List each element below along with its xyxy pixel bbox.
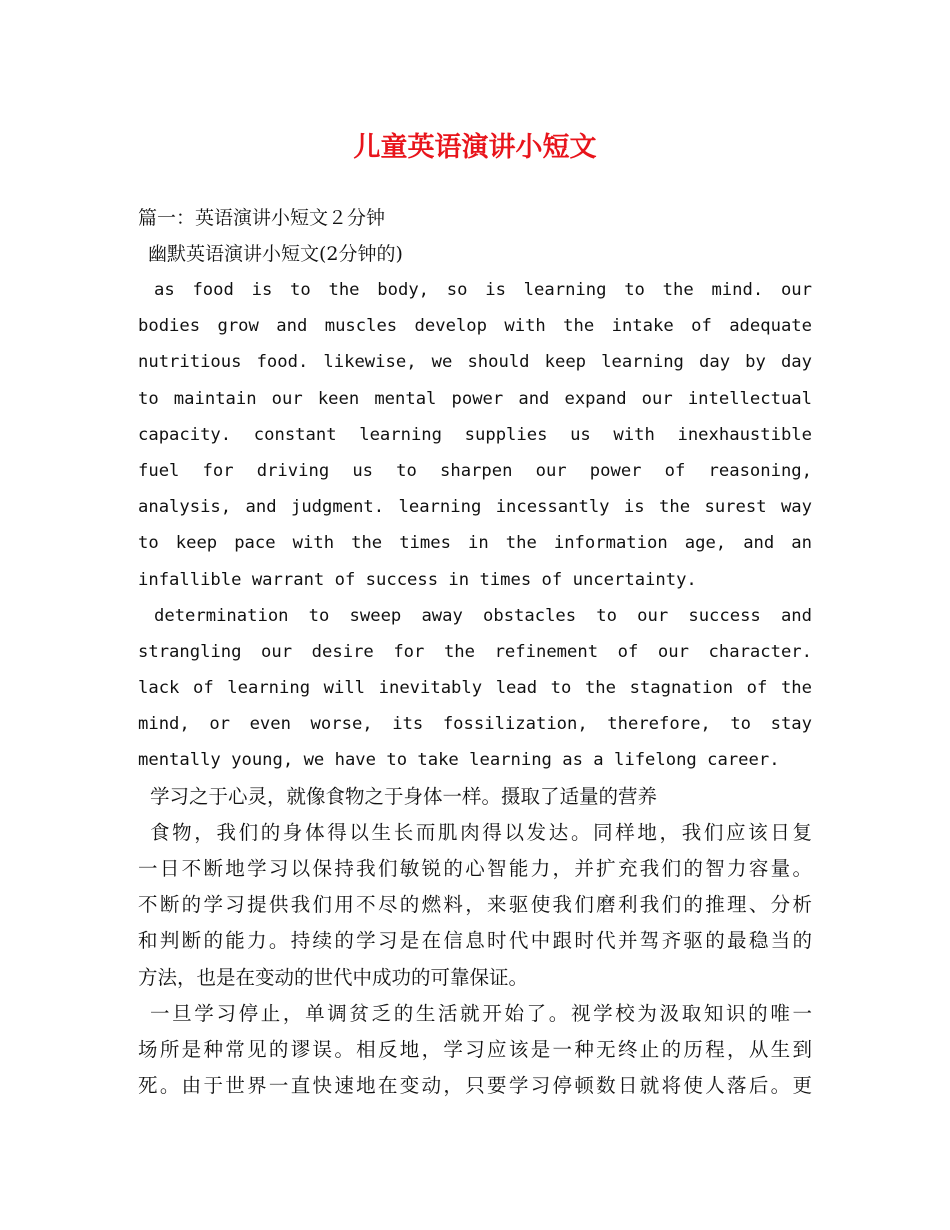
chinese-line: 不断的学习提供我们用不尽的燃料，来驱使我们磨利我们的推理、分析 [138,893,812,917]
english-line: nutritious food. likewise, we should keep learning day by day [138,352,812,373]
english-line: as food is to the body, so is learning to the mind. our [154,280,812,300]
chinese-line: 一旦学习停止，单调贫乏的生活就开始了。视学校为汲取知识的唯一 [150,1001,812,1025]
chinese-line: 方法，也是在变动的世代中成功的可靠保证。 [138,965,529,989]
chinese-line: 学习之于心灵，就像食物之于身体一样。摄取了适量的营养 [150,784,658,808]
chinese-line: 死。由于世界一直快速地在变动，只要学习停顿数日就将使人落后。更 [138,1074,812,1098]
english-line: mind, or even worse, its fossilization, therefore, to stay [138,714,812,735]
chinese-passage [138,779,812,1105]
english-line: lack of learning will inevitably lead to the stagnation of the [138,678,812,699]
english-line: mentally young, we have to take learning as a lifelong career. [138,750,780,771]
english-line: to maintain our keen mental power and expand our intellectual [138,388,812,409]
english-line: capacity. constant learning supplies us with inexhaustible [138,424,812,445]
chinese-line: 和判断的能力。持续的学习是在信息时代中跟时代并驾齐驱的最稳当的 [138,929,812,953]
document-title: 儿童英语演讲小短文 [353,132,597,163]
english-line: fuel for driving us to sharpen our power of reasoning, [138,460,812,481]
english-line: bodies grow and muscles develop with the intake of adequate [138,316,812,337]
chinese-line: 一日不断地学习以保持我们敏锐的心智能力，并扩充我们的智力容量。 [138,857,812,880]
section-heading: 篇一：英语演讲小短文２分钟 [138,207,386,229]
sub-heading: 幽默英语演讲小短文(2分钟的) [148,243,403,265]
english-line: infallible warrant of success in times of uncertainty. [138,569,697,590]
english-line: strangling our desire for the refinement of our character. [138,641,812,662]
english-line: to keep pace with the times in the information age, and an [138,533,812,554]
chinese-line: 场所是种常见的谬误。相反地，学习应该是一种无终止的历程，从生到 [138,1037,812,1061]
chinese-line: 食物，我们的身体得以生长而肌肉得以发达。同样地，我们应该日复 [150,820,812,844]
english-line: analysis, and judgment. learning incessantly is the surest way [138,497,812,518]
document-body [138,200,812,1104]
english-line: determination to sweep away obstacles to our success and [154,605,812,626]
english-passage [138,272,812,779]
